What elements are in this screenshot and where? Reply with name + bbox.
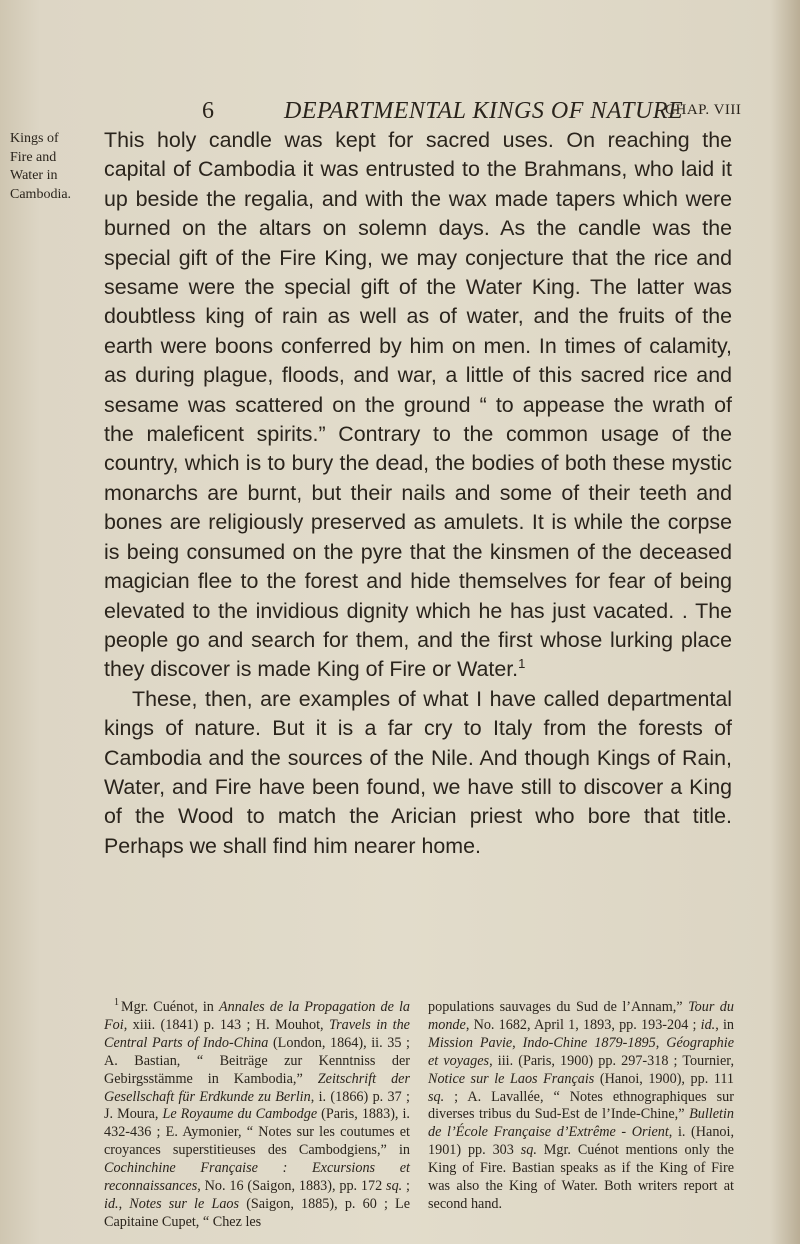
- footnote-text-segment: , iii. (Paris, 1900) pp. 297-318 ; Tournier,: [489, 1052, 735, 1069]
- footnote-italic-segment: id.: [104, 1195, 119, 1212]
- footnote-italic-segment: id.: [700, 1016, 716, 1033]
- footnote-text-segment: (Saigon, 1885), p. 60 ; Le Capitaine Cupet, “ Chez les: [104, 1195, 411, 1230]
- footnote-italic-segment: Travels in the Central Parts of Indo-China: [104, 1016, 410, 1051]
- footnote-column-right: [428, 999, 734, 1232]
- footnote-italic-segment: Annales de la Propagation de la Foi: [104, 999, 411, 1033]
- footnote-text-segment: (Paris, 1883), i. 432-436 ; E. Aymonier, “ Notes sur les coutumes et croyances superstitieuses des Cambodgiens,” in: [104, 1106, 410, 1159]
- footnote-marker: 1: [114, 997, 119, 1009]
- footnote-italic-segment: Notes sur le Laos: [129, 1195, 240, 1212]
- footnote-text-segment: ;: [402, 1178, 410, 1195]
- footnote-text-segment: ; A. Lavallée, “ Notes ethnographiques sur diverses tribus du Sud-Est de l’Inde-Chine,”: [428, 1088, 734, 1123]
- footnote-text-segment: , No. 1682, April 1, 1893, pp. 193-204 ;: [465, 1016, 701, 1033]
- footnote-reference[interactable]: 1: [518, 656, 526, 672]
- footnote-text-segment: Mgr. Cuénot, in: [121, 999, 219, 1015]
- footnote-text-segment: (Hanoi, 1900), pp. 111: [594, 1070, 734, 1087]
- footnotes: [104, 999, 734, 1232]
- footnote-text-segment: ,: [118, 1195, 130, 1212]
- footnote-column-left: [104, 999, 410, 1232]
- running-title: DEPARTMENTAL KINGS OF NATURE: [284, 98, 684, 124]
- paragraph: [104, 126, 732, 685]
- footnote-italic-segment: sq.: [428, 1088, 445, 1105]
- marginal-note: [10, 130, 72, 204]
- marginal-note-line: Cambodia.: [10, 186, 72, 202]
- page-number: 6: [202, 98, 214, 124]
- footnote-italic-segment: Le Royaume du Cambodge: [162, 1106, 318, 1123]
- marginal-note-line: Kings of: [10, 131, 59, 146]
- footnote-italic-segment: Cochinchine Française : Excursions et reconnaissances: [104, 1160, 410, 1195]
- footnote-italic-segment: sq.: [520, 1142, 537, 1159]
- footnote-italic-segment: sq.: [386, 1178, 403, 1195]
- footnote-italic-segment: Zeitschrift der Gesellschaft für Erdkunde zu Berlin: [104, 1070, 410, 1105]
- footnote-italic-segment: Notice sur le Laos Français: [428, 1070, 595, 1087]
- footnote-text-segment: (London, 1864), ii. 35 ; A. Bastian, “ Beiträge zur Kenntniss der Gebirgsstämme in Kambodia,”: [104, 1034, 410, 1087]
- footnote-italic-segment: Tour du monde: [428, 999, 734, 1033]
- page-header: [0, 98, 800, 128]
- footnote-text-segment: , No. 16 (Saigon, 1883), pp. 172: [197, 1178, 387, 1195]
- footnote-text-segment: Mgr. Cuénot mentions only the King of Fire. Bastian speaks as if the King of Fire was also the King of Water. Both writers report at second hand.: [428, 1142, 734, 1212]
- marginal-note-line: Fire and: [10, 149, 57, 165]
- footnote-italic-segment: Bulletin de l’École Française d’Extrême - Orient: [428, 1106, 734, 1141]
- footnote-italic-segment: Mission Pavie, Indo-Chine 1879-1895, Géographie et voyages: [428, 1034, 734, 1069]
- footnote-text-segment: , i. (1866) p. 37 ; J. Moura,: [104, 1088, 410, 1123]
- footnote-text-segment: , i. (Hanoi, 1901) pp. 303: [428, 1124, 734, 1159]
- marginal-note-line: Water in: [10, 168, 58, 183]
- footnote-text-segment: populations sauvages du Sud de l’Annam,”: [428, 999, 689, 1015]
- main-text: [104, 126, 732, 861]
- footnote-text-segment: , in: [715, 1016, 734, 1033]
- chapter-label: CHAP. VIII: [665, 102, 742, 118]
- paragraph-text: This holy candle was kept for sacred uses. On reaching the capital of Cambodia it was entrusted to the Brahmans, who laid it up beside the regalia, and with the wax made tapers which were burned on the altars on solemn days. As the candle was the special gift of the Fire King, we may conjecture that the rice and sesame were the special gift of the Water King. The latter was doubtless king of rain as well as of water, and the fruits of the earth were boons conferred by him on men. In times of calamity, as during plague, floods, and war, a little of this sacred rice and sesame was scattered on the ground “ to appease the wrath of the maleficent spirits.” Contrary to the common usage of the country, which is to bury the dead, the bodies of both these mystic monarchs are burnt, but their nails and some of their teeth and bones are religiously preserved as amulets. It is while the corpse is being consumed on the pyre that the kinsmen of the deceased magician flee to the forest and hide themselves for fear of being elevated to the invidious dignity which he has just vacated. . The people go and search for them, and the first whose lurking place they discover is made King of Fire or Water.: [104, 128, 732, 682]
- paragraph: These, then, are examples of what I have called departmental kings of nature. But it is a far cry to Italy from the forests of Cambodia and the sources of the Nile. And though Kings of Rain, Water, and Fire have been found, we have still to discover a King of the Wood to match the Arician priest who bore that title. Perhaps we shall find him nearer home.: [104, 686, 732, 858]
- footnote-text-segment: , xiii. (1841) p. 143 ; H. Mouhot,: [123, 1016, 329, 1033]
